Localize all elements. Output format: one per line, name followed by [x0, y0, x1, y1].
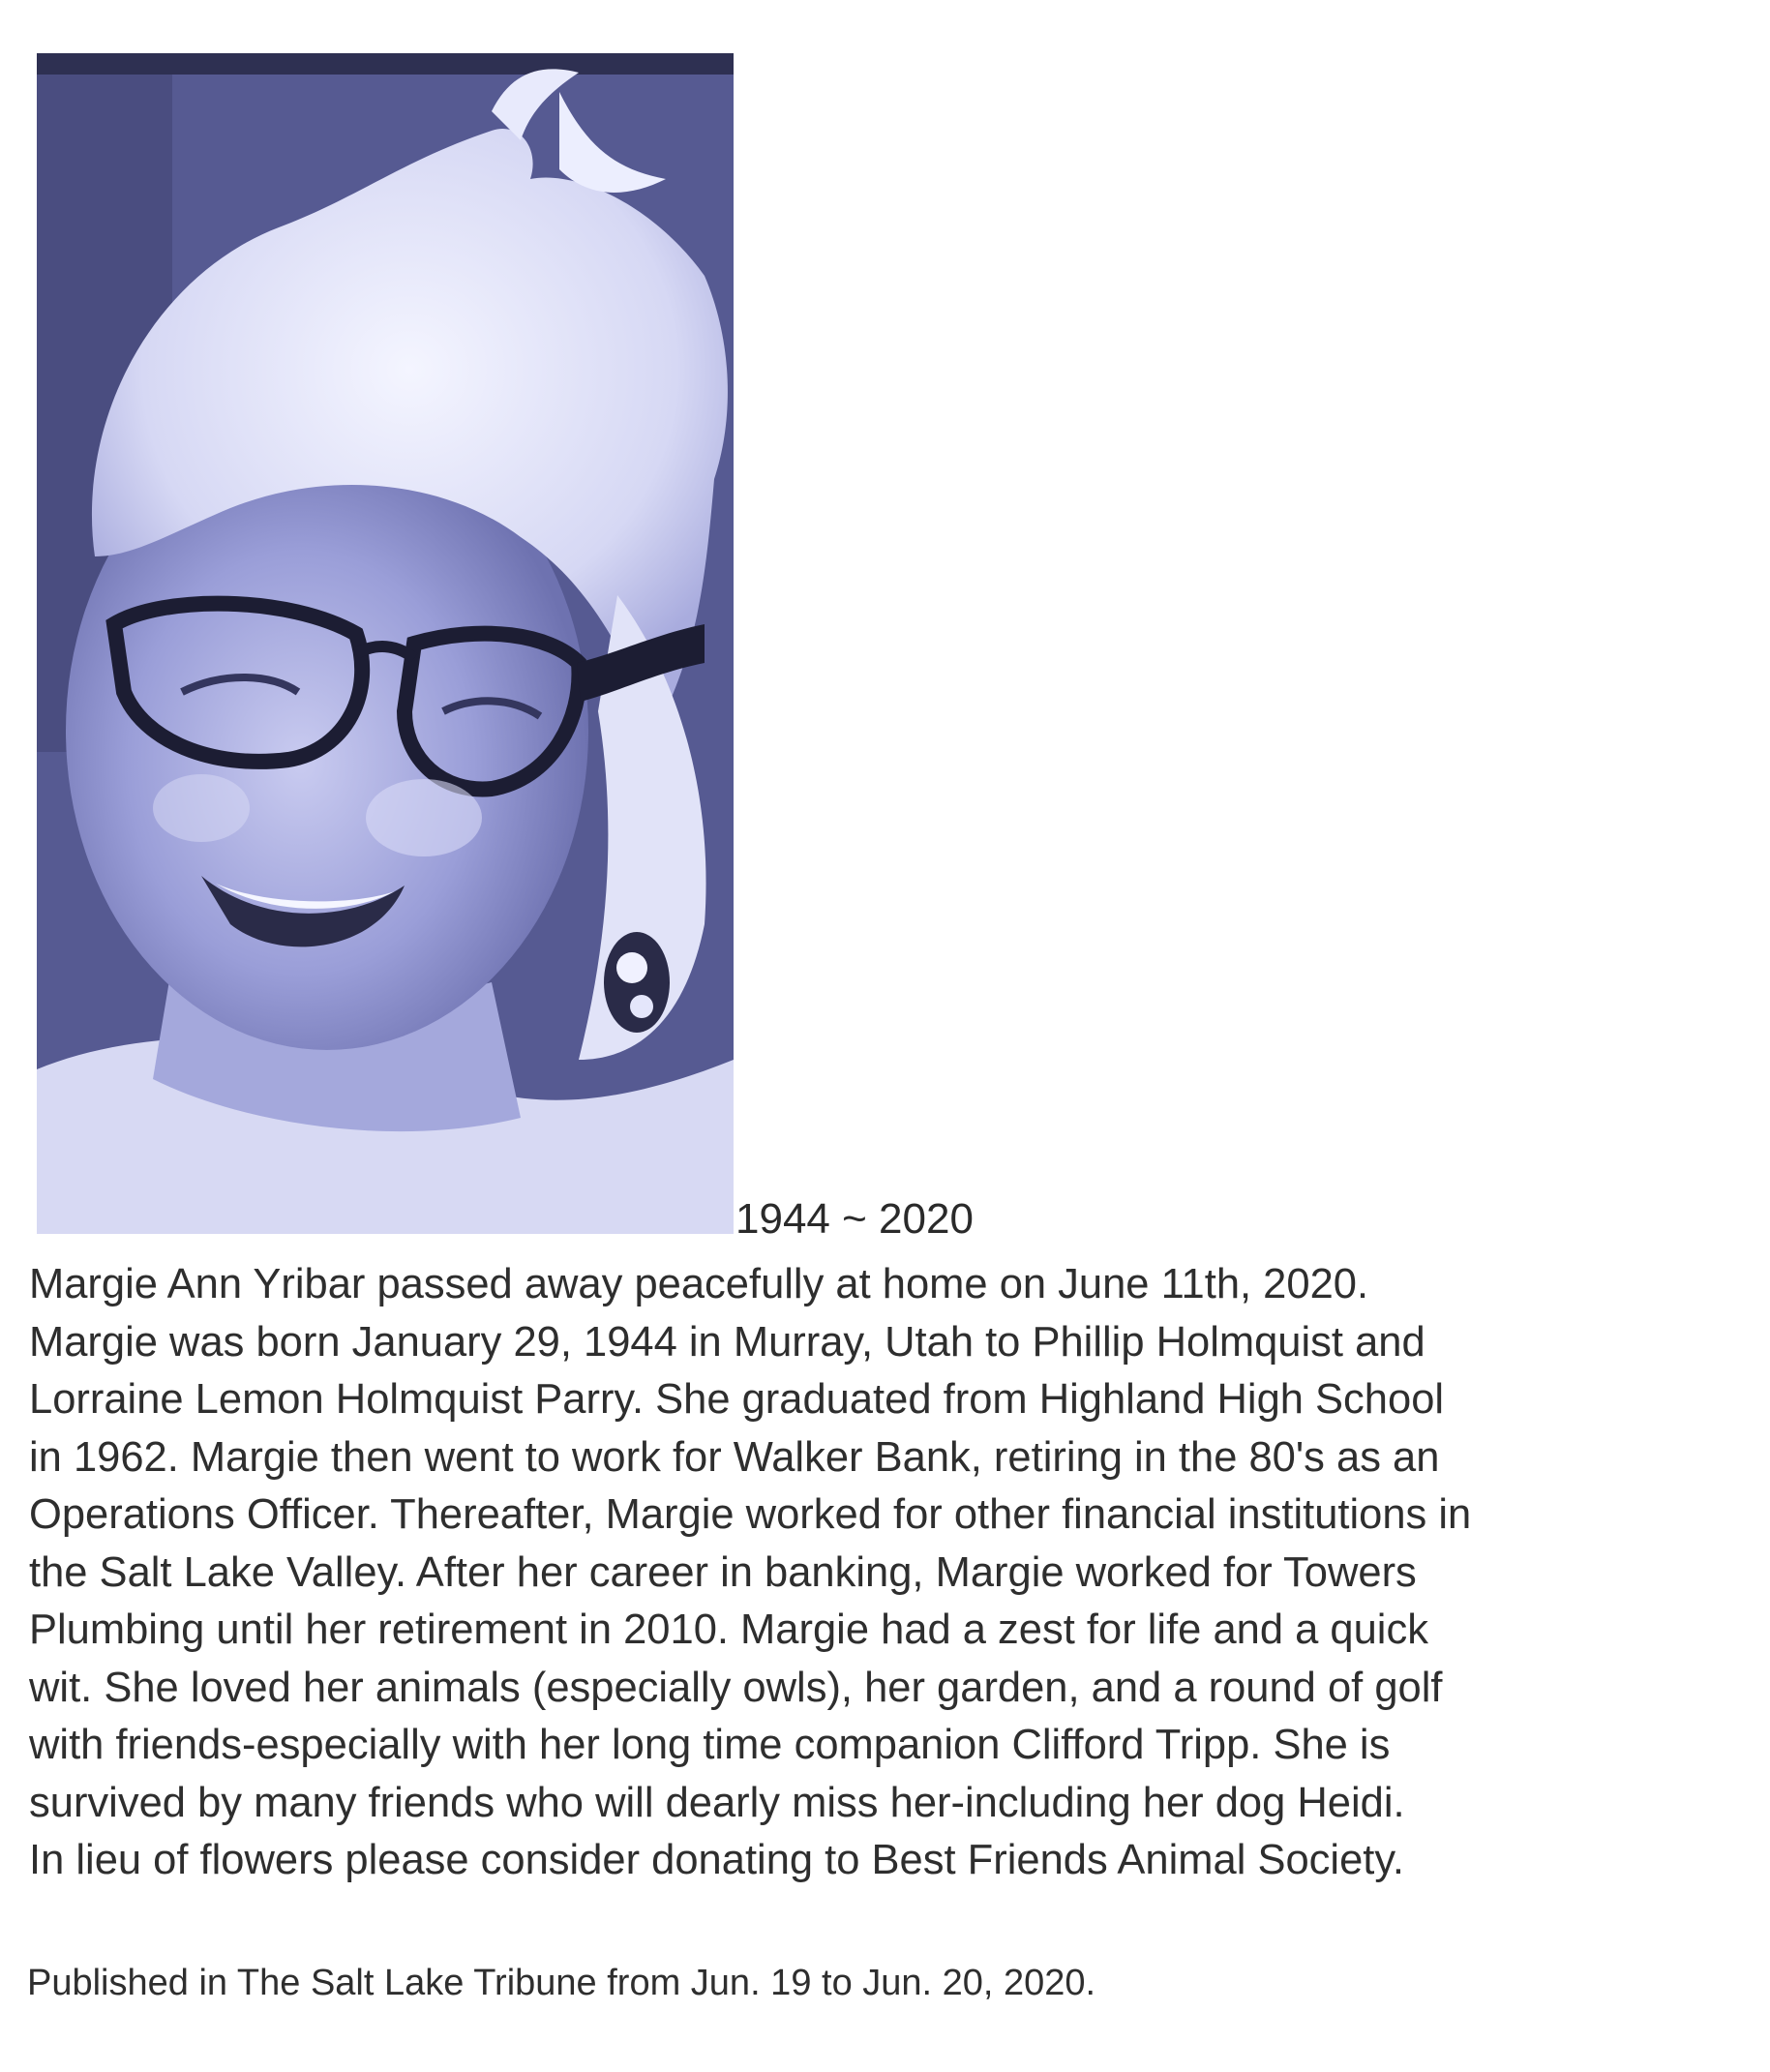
obituary-line: wit. She loved her animals (especially owls), her garden, and a round of golf: [29, 1664, 1443, 1711]
portrait-photo: [37, 53, 734, 1234]
obituary-line: survived by many friends who will dearly miss her-including her dog Heidi.: [29, 1779, 1405, 1826]
obituary-text: [29, 1256, 1752, 1890]
portrait-image: [37, 53, 734, 1234]
obituary-line: Plumbing until her retirement in 2010. Margie had a zest for life and a quick: [29, 1607, 1428, 1653]
life-years: 1944 ~ 2020: [735, 1195, 974, 1243]
obituary-line: Margie Ann Yribar passed away peacefully at home on June 11th, 2020.: [29, 1261, 1369, 1307]
obituary-line: Margie was born January 29, 1944 in Murray, Utah to Phillip Holmquist and: [29, 1318, 1425, 1366]
publication-note: Published in The Salt Lake Tribune from Jun. 19 to Jun. 20, 2020.: [27, 1963, 1096, 2003]
obituary-line: Operations Officer. Thereafter, Margie worked for other financial institutions in: [29, 1491, 1472, 1538]
obituary-line: In lieu of flowers please consider donating to Best Friends Animal Society.: [29, 1837, 1404, 1883]
obituary-line: in 1962. Margie then went to work for Walker Bank, retiring in the 80's as an: [29, 1433, 1440, 1481]
obituary-line: the Salt Lake Valley. After her career in banking, Margie worked for Towers: [29, 1548, 1417, 1596]
obituary-line: Lorraine Lemon Holmquist Parry. She graduated from Highland High School: [29, 1376, 1445, 1423]
obituary-line: with friends-especially with her long time companion Clifford Tripp. She is: [29, 1722, 1391, 1768]
